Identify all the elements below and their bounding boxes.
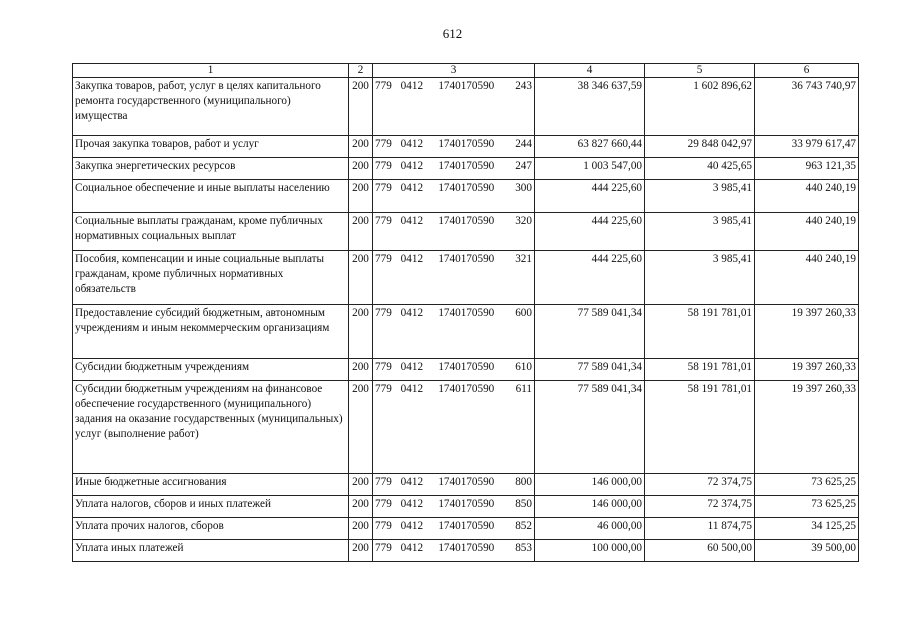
row-ministry-code: 779	[375, 138, 392, 150]
row-ministry-code: 779	[375, 476, 392, 488]
row-name: Предоставление субсидий бюджетным, автономным учреждениям и иным некоммерческим организациям	[73, 305, 349, 359]
row-amount-col4: 1 003 547,00	[535, 158, 645, 180]
header-row	[73, 64, 859, 78]
row-target-code: 1740170590	[438, 361, 495, 373]
row-amount-col6: 34 125,25	[755, 518, 859, 540]
row-ministry-code: 779	[375, 383, 392, 395]
table-row	[73, 78, 859, 136]
row-org-code: 200	[349, 305, 373, 359]
budget-table	[72, 63, 859, 562]
row-amount-col5: 72 374,75	[645, 474, 755, 496]
table-row	[73, 180, 859, 213]
row-section-code: 0412	[400, 160, 424, 172]
table-row	[73, 136, 859, 158]
row-amount-col6: 440 240,19	[755, 213, 859, 251]
row-amount-col4: 146 000,00	[535, 496, 645, 518]
row-org-code: 200	[349, 251, 373, 305]
row-section-code: 0412	[400, 253, 424, 265]
row-amount-col5: 60 500,00	[645, 540, 755, 562]
row-expense-type-code: 321	[515, 253, 532, 265]
row-target-code: 1740170590	[438, 498, 495, 510]
row-amount-col6: 73 625,25	[755, 474, 859, 496]
row-amount-col4: 444 225,60	[535, 180, 645, 213]
row-target-code: 1740170590	[438, 138, 495, 150]
row-amount-col6: 33 979 617,47	[755, 136, 859, 158]
row-expense-type-code: 247	[515, 160, 532, 172]
row-ministry-code: 779	[375, 307, 392, 319]
row-org-code: 200	[349, 78, 373, 136]
row-classification-code	[373, 251, 535, 305]
column-header-3: 3	[373, 64, 535, 78]
column-header-1: 1	[73, 64, 349, 78]
row-expense-type-code: 320	[515, 215, 532, 227]
row-expense-type-code: 853	[515, 542, 532, 554]
row-ministry-code: 779	[375, 160, 392, 172]
row-amount-col5: 58 191 781,01	[645, 359, 755, 381]
table-body	[73, 78, 859, 562]
row-classification-code	[373, 213, 535, 251]
row-classification-code	[373, 359, 535, 381]
row-classification-code	[373, 305, 535, 359]
table-row	[73, 251, 859, 305]
row-target-code: 1740170590	[438, 383, 495, 395]
row-target-code: 1740170590	[438, 542, 495, 554]
row-classification-code	[373, 158, 535, 180]
row-section-code: 0412	[400, 542, 424, 554]
row-org-code: 200	[349, 381, 373, 474]
column-header-5: 5	[645, 64, 755, 78]
row-name: Уплата иных платежей	[73, 540, 349, 562]
row-section-code: 0412	[400, 307, 424, 319]
row-section-code: 0412	[400, 361, 424, 373]
row-name: Социальное обеспечение и иные выплаты населению	[73, 180, 349, 213]
row-name: Иные бюджетные ассигнования	[73, 474, 349, 496]
row-classification-code	[373, 518, 535, 540]
row-ministry-code: 779	[375, 253, 392, 265]
row-classification-code	[373, 78, 535, 136]
row-name: Пособия, компенсации и иные социальные выплаты гражданам, кроме публичных нормативных обязательств	[73, 251, 349, 305]
row-section-code: 0412	[400, 476, 424, 488]
column-header-4: 4	[535, 64, 645, 78]
table-row	[73, 305, 859, 359]
row-org-code: 200	[349, 474, 373, 496]
row-target-code: 1740170590	[438, 182, 495, 194]
row-amount-col4: 38 346 637,59	[535, 78, 645, 136]
row-amount-col5: 40 425,65	[645, 158, 755, 180]
row-org-code: 200	[349, 213, 373, 251]
row-target-code: 1740170590	[438, 520, 495, 532]
row-target-code: 1740170590	[438, 253, 495, 265]
row-amount-col5: 29 848 042,97	[645, 136, 755, 158]
row-ministry-code: 779	[375, 361, 392, 373]
row-amount-col6: 963 121,35	[755, 158, 859, 180]
table-row	[73, 158, 859, 180]
row-org-code: 200	[349, 180, 373, 213]
row-classification-code	[373, 496, 535, 518]
row-section-code: 0412	[400, 498, 424, 510]
row-amount-col6: 73 625,25	[755, 496, 859, 518]
row-amount-col4: 77 589 041,34	[535, 305, 645, 359]
row-ministry-code: 779	[375, 215, 392, 227]
row-org-code: 200	[349, 359, 373, 381]
row-amount-col4: 77 589 041,34	[535, 359, 645, 381]
row-expense-type-code: 300	[515, 182, 532, 194]
row-name: Субсидии бюджетным учреждениям	[73, 359, 349, 381]
table-row	[73, 213, 859, 251]
page-number: 612	[442, 26, 463, 41]
row-amount-col5: 1 602 896,62	[645, 78, 755, 136]
table-row	[73, 540, 859, 562]
row-org-code: 200	[349, 540, 373, 562]
row-org-code: 200	[349, 496, 373, 518]
row-expense-type-code: 600	[515, 307, 532, 319]
row-amount-col5: 58 191 781,01	[645, 381, 755, 474]
row-section-code: 0412	[400, 383, 424, 395]
row-name: Закупка товаров, работ, услуг в целях капитального ремонта государственного (муниципального) имущества	[73, 78, 349, 136]
row-expense-type-code: 244	[515, 138, 532, 150]
row-expense-type-code: 611	[515, 383, 532, 395]
row-ministry-code: 779	[375, 182, 392, 194]
row-classification-code	[373, 180, 535, 213]
row-amount-col4: 444 225,60	[535, 213, 645, 251]
row-org-code: 200	[349, 158, 373, 180]
row-amount-col5: 58 191 781,01	[645, 305, 755, 359]
table-row	[73, 359, 859, 381]
row-expense-type-code: 610	[515, 361, 532, 373]
row-amount-col4: 444 225,60	[535, 251, 645, 305]
row-target-code: 1740170590	[438, 476, 495, 488]
row-classification-code	[373, 474, 535, 496]
column-header-6: 6	[755, 64, 859, 78]
column-header-2: 2	[349, 64, 373, 78]
row-amount-col5: 72 374,75	[645, 496, 755, 518]
row-amount-col6: 39 500,00	[755, 540, 859, 562]
row-classification-code	[373, 136, 535, 158]
table-row	[73, 474, 859, 496]
row-name: Социальные выплаты гражданам, кроме публичных нормативных социальных выплат	[73, 213, 349, 251]
row-target-code: 1740170590	[438, 215, 495, 227]
row-amount-col6: 19 397 260,33	[755, 359, 859, 381]
row-name: Уплата налогов, сборов и иных платежей	[73, 496, 349, 518]
table-row	[73, 496, 859, 518]
row-ministry-code: 779	[375, 80, 392, 92]
row-amount-col4: 77 589 041,34	[535, 381, 645, 474]
row-name: Субсидии бюджетным учреждениям на финансовое обеспечение государственного (муниципального) задания на оказание государственных (муниципальных) услуг (выполнение работ)	[73, 381, 349, 474]
row-amount-col5: 11 874,75	[645, 518, 755, 540]
row-org-code: 200	[349, 518, 373, 540]
row-expense-type-code: 800	[515, 476, 532, 488]
row-section-code: 0412	[400, 182, 424, 194]
row-ministry-code: 779	[375, 520, 392, 532]
row-amount-col4: 46 000,00	[535, 518, 645, 540]
table-row	[73, 518, 859, 540]
row-amount-col4: 146 000,00	[535, 474, 645, 496]
row-section-code: 0412	[400, 520, 424, 532]
row-target-code: 1740170590	[438, 160, 495, 172]
row-section-code: 0412	[400, 215, 424, 227]
row-amount-col5: 3 985,41	[645, 251, 755, 305]
row-section-code: 0412	[400, 80, 424, 92]
row-amount-col6: 19 397 260,33	[755, 381, 859, 474]
row-classification-code	[373, 540, 535, 562]
row-amount-col5: 3 985,41	[645, 180, 755, 213]
row-amount-col6: 440 240,19	[755, 180, 859, 213]
row-name: Уплата прочих налогов, сборов	[73, 518, 349, 540]
row-amount-col4: 63 827 660,44	[535, 136, 645, 158]
row-classification-code	[373, 381, 535, 474]
row-ministry-code: 779	[375, 498, 392, 510]
row-amount-col6: 19 397 260,33	[755, 305, 859, 359]
row-section-code: 0412	[400, 138, 424, 150]
row-expense-type-code: 852	[515, 520, 532, 532]
row-expense-type-code: 850	[515, 498, 532, 510]
row-amount-col6: 36 743 740,97	[755, 78, 859, 136]
row-expense-type-code: 243	[515, 80, 532, 92]
row-amount-col4: 100 000,00	[535, 540, 645, 562]
row-ministry-code: 779	[375, 542, 392, 554]
row-amount-col6: 440 240,19	[755, 251, 859, 305]
row-amount-col5: 3 985,41	[645, 213, 755, 251]
row-target-code: 1740170590	[438, 307, 495, 319]
row-org-code: 200	[349, 136, 373, 158]
row-target-code: 1740170590	[438, 80, 495, 92]
row-name: Закупка энергетических ресурсов	[73, 158, 349, 180]
table-row	[73, 381, 859, 474]
row-name: Прочая закупка товаров, работ и услуг	[73, 136, 349, 158]
